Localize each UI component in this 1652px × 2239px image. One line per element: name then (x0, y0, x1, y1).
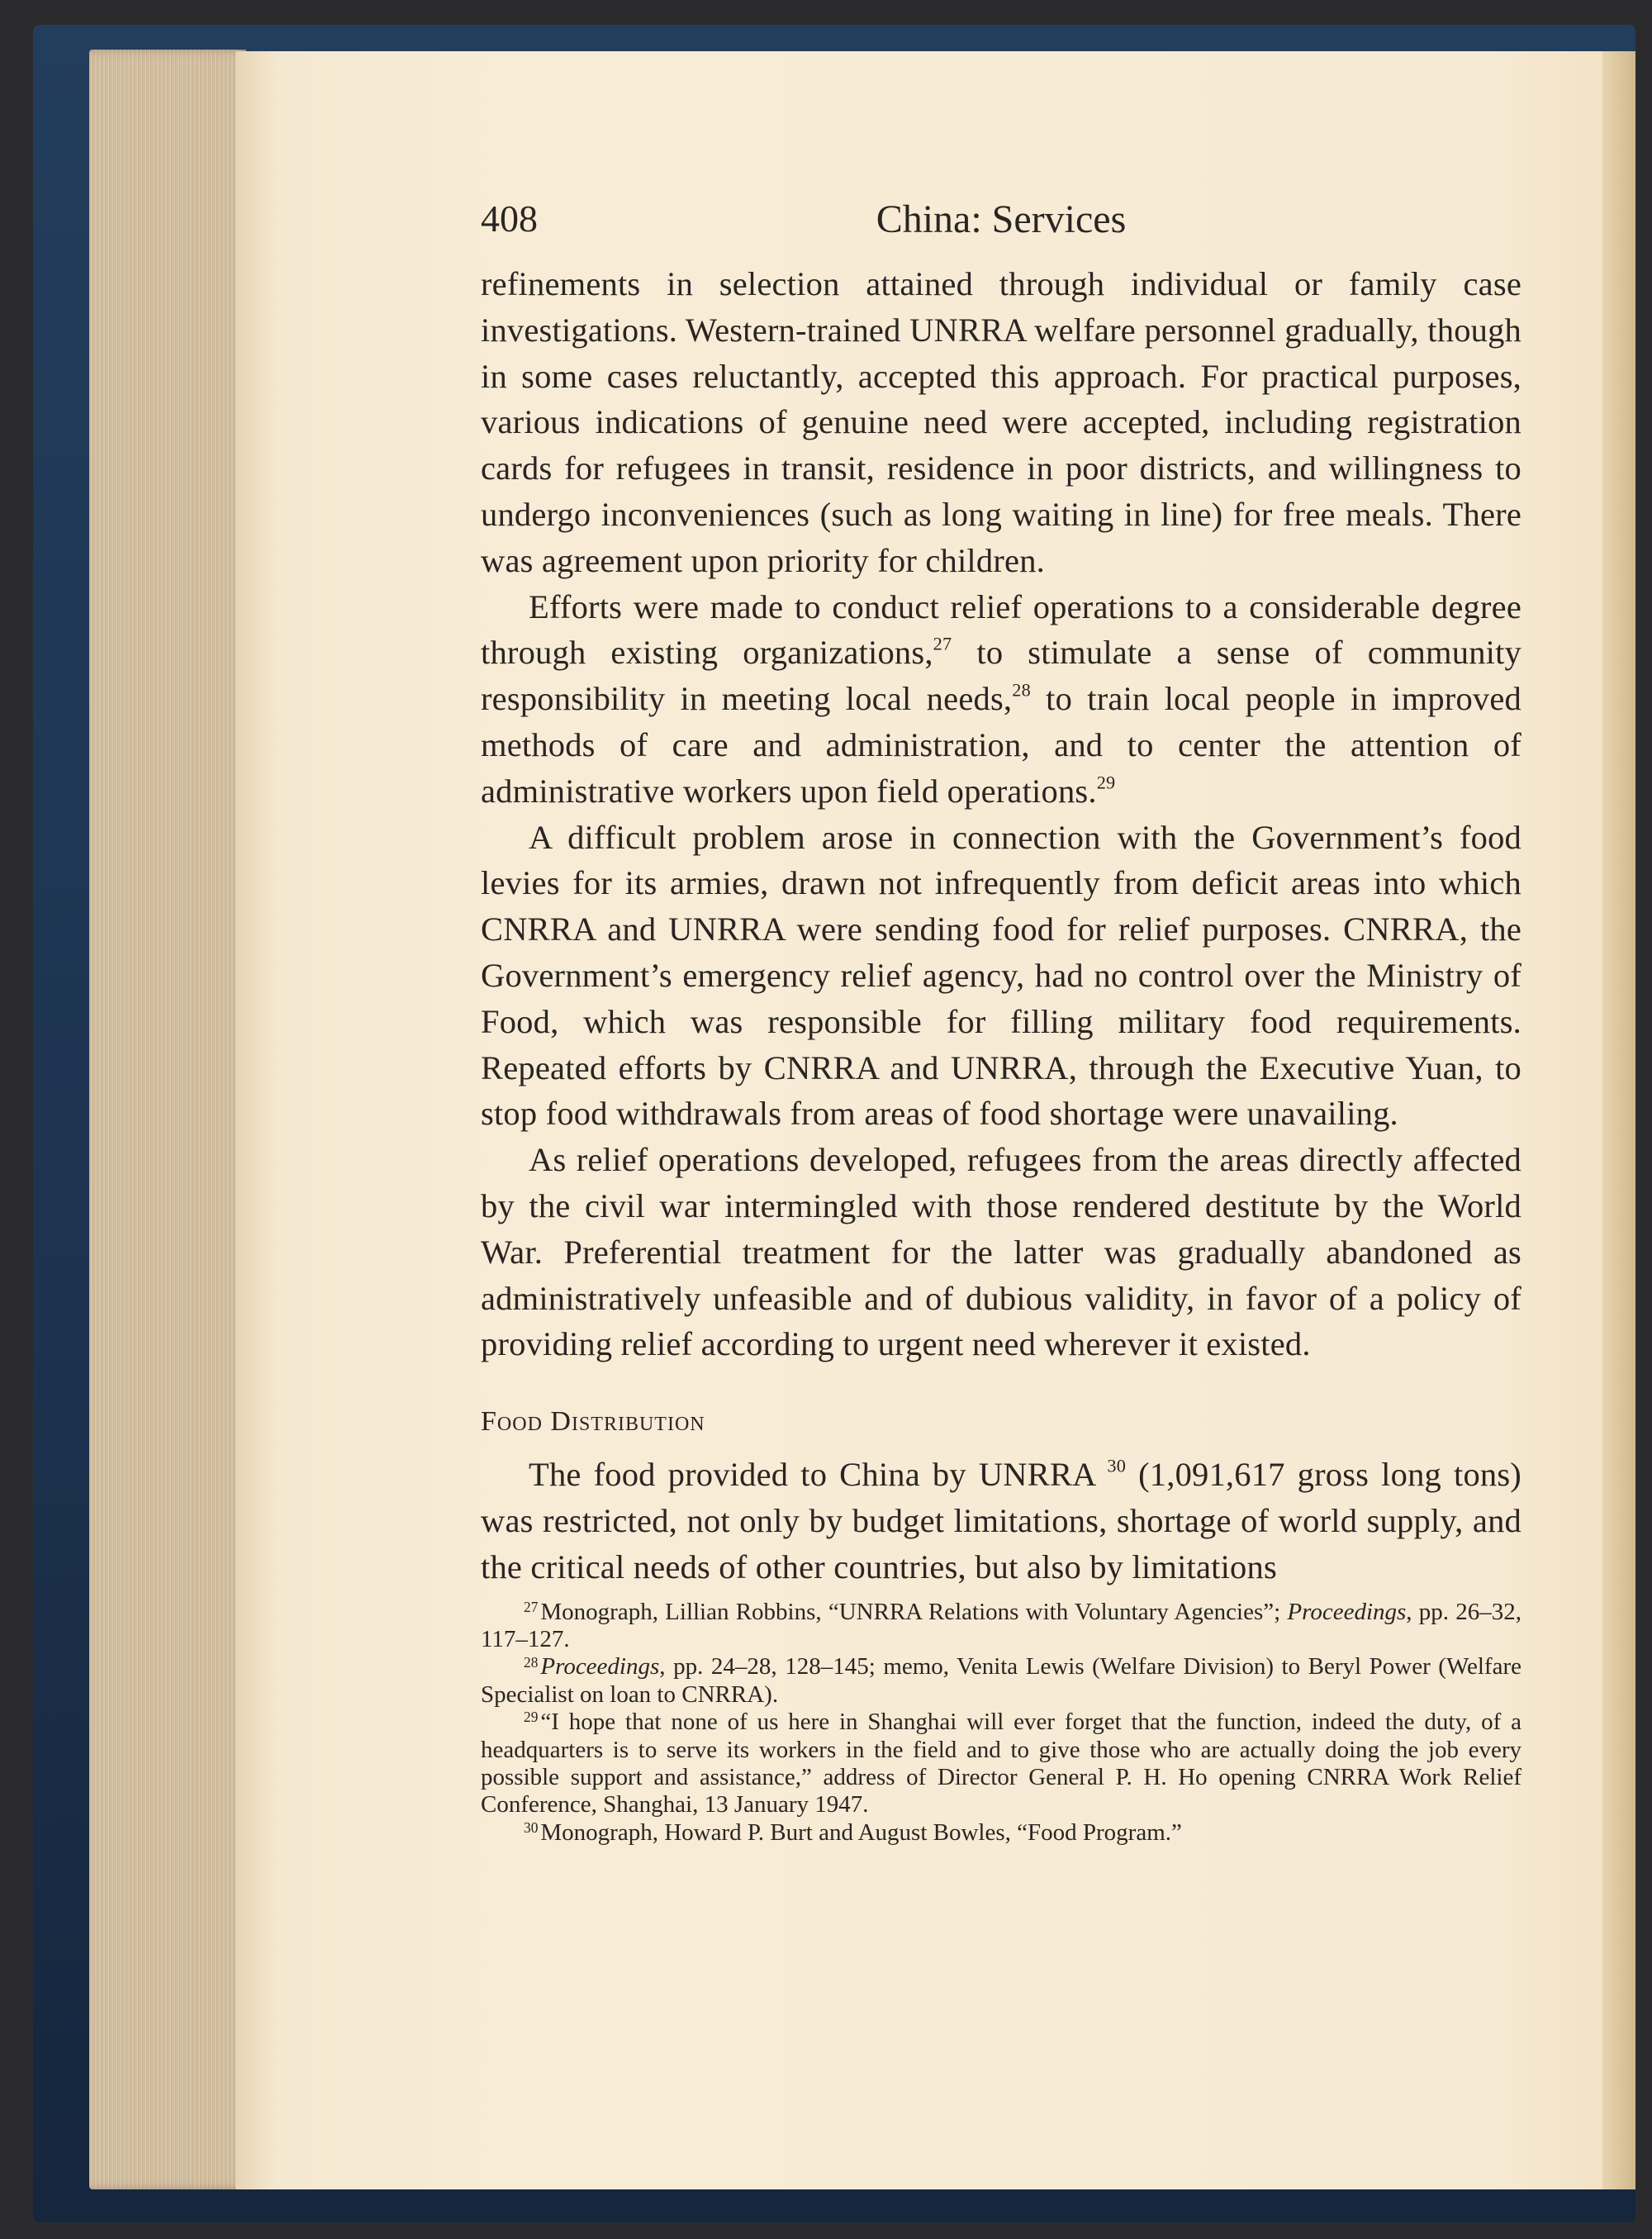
facing-page-edge (1602, 51, 1635, 2189)
paragraph-5 (481, 1452, 1521, 1590)
running-head (481, 197, 1521, 261)
footnote-text: Monograph, Lillian Robbins, “UNRRA Relations with Voluntary Agencies”; (540, 1598, 1288, 1625)
footnote-italic: Proceedings (1287, 1598, 1407, 1625)
footnote-28 (481, 1653, 1521, 1709)
note-ref-30: 30 (1107, 1455, 1127, 1476)
footnote-mark: 29 (524, 1709, 539, 1726)
body-text (481, 261, 1521, 1590)
note-ref-27: 27 (933, 633, 952, 654)
footnote-29 (481, 1709, 1521, 1819)
paragraph-5-text-a: The food provided to China by UNRRA (529, 1456, 1108, 1494)
paragraph-2-text-b: to stimulate a sense of community responsibility in meeting local needs, (481, 634, 1521, 718)
footnote-text: Monograph, Howard P. Burt and August Bowles, “Food Program.” (540, 1818, 1182, 1846)
note-ref-28: 28 (1012, 679, 1031, 701)
footnotes (481, 1599, 1521, 1847)
paragraph-2-text-a: Efforts were made to conduct relief operations to a considerable degree through existing organizations, (481, 587, 1521, 672)
footnote-text: “I hope that none of us here in Shanghai will ever forget that the function, indeed the duty, of a headquarters is to serve its workers in the field and to give those who are actually doing the job every possible support and assistance,” address of Director General P. H. Ho opening CNRRA Work Relief Conference, Shanghai, 13 January 1947. (481, 1709, 1521, 1818)
footnote-30 (481, 1819, 1521, 1847)
footnote-27 (481, 1599, 1521, 1654)
paragraph-4: As relief operations developed, refugees from the areas directly affected by the civil war intermingled with those rendered destitute by the World War. Preferential treatment for the latter was gradually abandoned as administratively unfeasible and of dubious validity, in favor of a policy of providing relief according to urgent need wherever it existed. (481, 1141, 1521, 1363)
section-heading: Food Distribution (481, 1406, 705, 1438)
page-edges (89, 50, 246, 2189)
page-text (481, 197, 1521, 1847)
paragraph-1: refinements in selection attained through individual or family case investigations. Western-trained UNRRA welfare personnel gradually, though in some cases reluctantly, accepted this approach. For practical purposes, various indications of genuine need were accepted, including registration cards for refugees in transit, residence in poor districts, and willingness to undergo inconveniences (such as long waiting in line) for free meals. There was agreement upon priority for children. (481, 265, 1521, 579)
footnote-text: , pp. 24–28, 128–145; memo, Venita Lewis (Welfare Division) to Beryl Power (Welfare Specialist on loan to CNRRA). (481, 1653, 1521, 1708)
paragraph-2-text-c: to train local people in improved methods of care and administration, and to center the attention of administrative workers upon field operations. (481, 680, 1521, 810)
paragraph-3: A difficult problem arose in connection with the Government’s food levies for its armies, drawn not infrequently from deficit areas into which CNRRA and UNRRA were sending food for relief purposes. CNRRA, the Government’s emergency relief agency, had no control over the Ministry of Food, which was responsible for filling military food requirements. Repeated efforts by CNRRA and UNRRA, through the Executive Yuan, to stop food withdrawals from areas of food shortage were unavailing. (481, 818, 1521, 1133)
paragraph-5-text-b: (1,091,617 gross long tons) was restricted, not only by budget limitations, shortage of world supply, and the critical needs of other countries, but also by limitations (481, 1456, 1521, 1585)
note-ref-29: 29 (1096, 772, 1116, 793)
running-title: China: Services (876, 197, 1127, 241)
footnote-text: , pp. 26–32, 117–127. (481, 1598, 1521, 1652)
footnote-italic: Proceedings (540, 1653, 660, 1680)
footnote-mark: 30 (524, 1819, 539, 1837)
footnote-mark: 27 (524, 1598, 539, 1615)
footnote-mark: 28 (524, 1653, 539, 1671)
paragraph-2 (481, 584, 1521, 815)
page-number: 408 (481, 197, 538, 240)
